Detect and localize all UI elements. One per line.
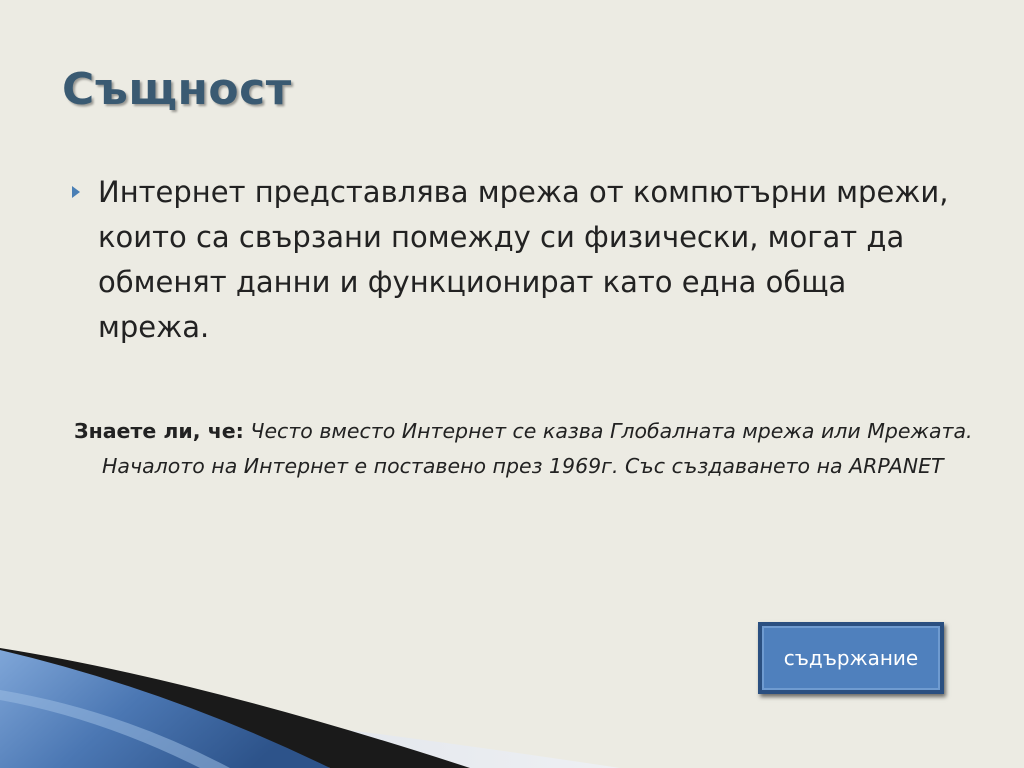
- note-label: Знаете ли, че:: [74, 419, 244, 443]
- contents-button[interactable]: съдържание: [758, 622, 944, 694]
- note-body: Често вместо Интернет се казва Глобалната мрежа или Мрежата. Началото на Интернет е поставено през 1969г. Със създаването на ARPANET: [102, 419, 973, 478]
- slide-title: Същност: [62, 64, 292, 115]
- bullet-text: Интернет представлява мрежа от компютърни мрежи, които са свързани помежду си физически, могат да обменят данни и функционират като една обща мрежа.: [98, 175, 949, 344]
